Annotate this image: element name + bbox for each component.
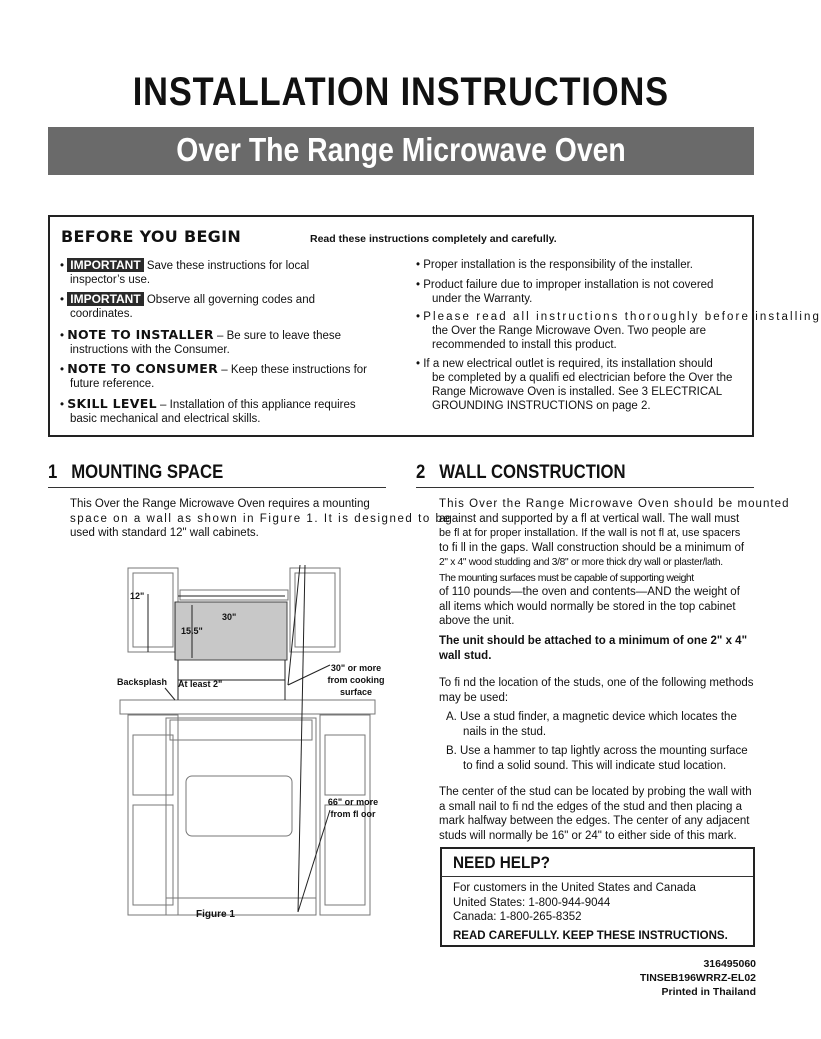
important-badge: IMPORTANT bbox=[67, 292, 143, 306]
byb-item-1: • IMPORTANT Save these instructions for local inspector’s use. bbox=[60, 258, 310, 286]
bullet-icon: • bbox=[416, 279, 424, 291]
byb-right-item-2: • Product failure due to improper installation is not covered under the Warranty. bbox=[416, 279, 714, 305]
byb-item-4: • NOTE TO CONSUMER – Keep these instructions for future reference. bbox=[60, 361, 368, 390]
byb-right-item-4: • If a new electrical outlet is required, its installation should be completed by a qualifi ed electrician before the Over the Range Microwave Oven is installed. See 3 ELECTRICAL GROUNDING INSTRUCTIONS on page 2. bbox=[416, 358, 733, 412]
section-2-rule bbox=[416, 487, 754, 488]
bullet-icon: • bbox=[416, 358, 424, 370]
part-number: 316495060 bbox=[703, 958, 756, 970]
figure-1-illustration bbox=[100, 560, 430, 930]
method-b: B. Use a hammer to tap lightly across the mounting surface to find a solid sound. This will indicate stud location. bbox=[446, 745, 748, 772]
section-2-paragraph-3: The center of the stud can be located by probing the wall with a small nail to fi nd the edges of the stud and then placing a mark halfway between the edges. The center of any adjacent studs will normally be 16" or 24" to either side of this mark. bbox=[439, 786, 752, 842]
before-you-begin-subtitle: Read these instructions completely and carefully. bbox=[310, 233, 557, 245]
dimension-label-15-5: 15.5" bbox=[181, 626, 203, 636]
method-a: A. Use a stud finder, a magnetic device which locates the nails in the stud. bbox=[446, 711, 737, 738]
bullet-icon: • bbox=[416, 311, 424, 323]
backsplash-label: Backsplash bbox=[117, 677, 168, 687]
byb-item-5: • SKILL LEVEL – Installation of this appliance requires basic mechanical and electrical skills. bbox=[60, 396, 356, 425]
important-badge: IMPORTANT bbox=[67, 258, 143, 272]
section-1-heading: 1 MOUNTING SPACE bbox=[48, 462, 224, 483]
printed-in: Printed in Thailand bbox=[661, 986, 756, 998]
need-help-title: NEED HELP? bbox=[453, 853, 550, 872]
document-code: TINSEB196WRRZ-EL02 bbox=[639, 972, 756, 984]
section-2-paragraph-2: To fi nd the location of the studs, one of the following methods may be used: bbox=[439, 677, 754, 704]
clearance-floor-label: 66" or more from fl oor bbox=[327, 797, 379, 819]
need-help-notice: READ CAREFULLY. KEEP THESE INSTRUCTIONS. bbox=[453, 930, 728, 942]
clearance-cooking-label: 30" or more from cooking surface bbox=[327, 663, 385, 697]
bullet-icon: • bbox=[60, 294, 68, 306]
need-help-contacts: For customers in the United States and Canada United States: 1-800-944-9044 Canada: 1-800-265-8352 bbox=[453, 882, 696, 923]
before-you-begin-title: BEFORE YOU BEGIN bbox=[61, 227, 242, 246]
byb-item-2: • IMPORTANT Observe all governing codes and coordinates. bbox=[60, 292, 315, 320]
section-2-bold-note: The unit should be attached to a minimum of one 2" x 4" wall stud. bbox=[439, 635, 748, 662]
section-2-paragraph-1: This Over the Range Microwave Oven should be mounted against and supported by a fl at vertical wall. The wall must be fl at for proper installation. If the wall is not fl at, use spacers to fi ll in the gaps. Wall construction should be a minimum of 2" x 4" wood studding and 3/8" or more thick dry wall or plaster/lath. The mounting surfaces must be capable of supporting weight of 110 pounds—the oven and contents—AND the weight of all items which would normally be stored in the top cabinet above the unit. bbox=[439, 498, 790, 627]
dimension-label-12: 12" bbox=[130, 591, 145, 601]
section-1-paragraph: This Over the Range Microwave Oven requires a mounting space on a wall as shown in Figure 1. It is designed to be used with standard 12" wall cabinets. bbox=[70, 498, 452, 539]
section-2-heading: 2 WALL CONSTRUCTION bbox=[416, 462, 626, 483]
section-1-rule bbox=[48, 487, 386, 488]
bullet-icon: • bbox=[416, 259, 424, 271]
need-help-divider bbox=[441, 876, 753, 877]
byb-right-item-1: • Proper installation is the responsibility of the installer. bbox=[416, 259, 693, 271]
page-subtitle: Over The Range Microwave Oven bbox=[176, 131, 626, 168]
byb-right-item-3: • Please read all instructions thoroughly before installing the Over the Range Microwave Oven. Two people are recommended to install this product. bbox=[416, 311, 821, 351]
at-least-label: At least 2" bbox=[178, 679, 223, 689]
bullet-icon: • bbox=[60, 364, 68, 376]
bullet-icon: • bbox=[60, 330, 68, 342]
figure-caption: Figure 1 bbox=[196, 909, 235, 920]
page-title: INSTALLATION INSTRUCTIONS bbox=[132, 70, 669, 114]
dimension-label-30: 30" bbox=[222, 612, 237, 622]
bullet-icon: • bbox=[60, 399, 68, 411]
bullet-icon: • bbox=[60, 260, 68, 272]
byb-item-3: • NOTE TO INSTALLER – Be sure to leave these instructions with the Consumer. bbox=[60, 327, 342, 356]
